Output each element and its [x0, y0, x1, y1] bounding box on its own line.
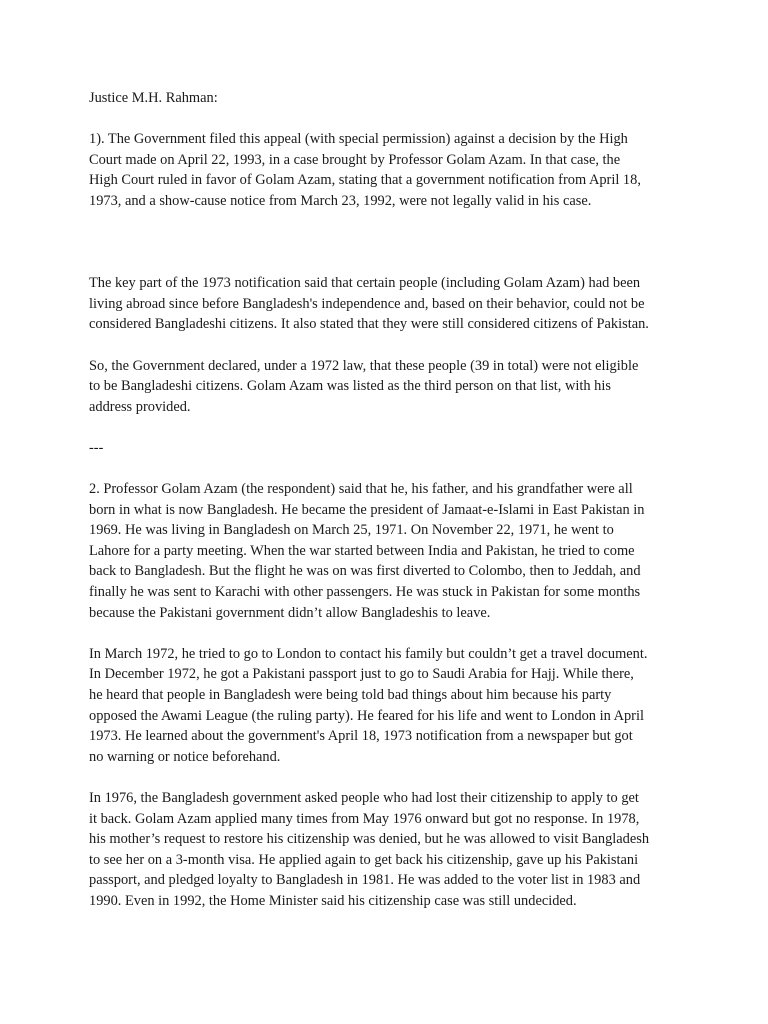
text-line: High Court ruled in favor of Golam Azam, stating that a government notification from April 18, — [89, 172, 641, 189]
text-line: he heard that people in Bangladesh were being told bad things about him because his party — [89, 687, 612, 704]
text-line: Court made on April 22, 1993, in a case brought by Professor Golam Azam. In that case, the — [89, 151, 621, 168]
text-line: In December 1972, he got a Pakistani passport just to go to Saudi Arabia for Hajj. While there, — [89, 666, 634, 683]
document-heading — [89, 88, 689, 109]
text-line: passport, and pledged loyalty to Bangladesh in 1981. He was added to the voter list in 1983 and — [89, 872, 641, 889]
paragraph-3 — [89, 356, 689, 418]
text-line: So, the Government declared, under a 1972 law, that these people (39 in total) were not eligible — [89, 357, 639, 374]
text-line: In 1976, the Bangladesh government asked people who had lost their citizenship to apply to get — [89, 790, 639, 806]
document-body — [89, 88, 689, 932]
paragraph-6 — [89, 788, 689, 912]
text-line: it back. Golam Azam applied many times from May 1976 onward but got no response. In 1978, — [89, 810, 640, 827]
text-line: Lahore for a party meeting. When the war started between India and Pakistan, he tried to come — [89, 542, 635, 559]
text-line: his mother’s request to restore his citizenship was denied, but he was allowed to visit Bangladesh — [89, 831, 650, 848]
text-line: to see her on a 3-month visa. He applied again to get back his citizenship, gave up his Pakistani — [89, 851, 639, 868]
text-line: because the Pakistani government didn’t allow Bangladeshis to leave. — [89, 604, 491, 621]
text-line: The key part of the 1973 notification said that certain people (including Golam Azam) had been — [89, 275, 641, 292]
text-line: 1990. Even in 1992, the Home Minister said his citizenship case was still undecided. — [89, 892, 577, 909]
blank-space — [89, 232, 689, 273]
text-line: 1). The Government filed this appeal (with special permission) against a decision by the High — [89, 131, 628, 148]
paragraph-5 — [89, 644, 689, 768]
text-line: In March 1972, he tried to go to London to contact his family but couldn’t get a travel document. — [89, 645, 648, 662]
separator — [89, 438, 689, 459]
text-line: Justice M.H. Rahman: — [89, 90, 218, 106]
text-line: 2. Professor Golam Azam (the respondent) said that he, his father, and his grandfather were all — [89, 481, 633, 498]
text-line: no warning or notice beforehand. — [89, 748, 281, 765]
separator-text: --- — [89, 439, 104, 456]
text-line: to be Bangladeshi citizens. Golam Azam was listed as the third person on that list, with his — [89, 378, 611, 395]
text-line: back to Bangladesh. But the flight he was on was first diverted to Colombo, then to Jeddah, and — [89, 563, 641, 580]
text-line: considered Bangladeshi citizens. It also stated that they were still considered citizens of Pakistan. — [89, 316, 649, 333]
text-line: born in what is now Bangladesh. He became the president of Jamaat-e-Islami in East Pakistan in — [89, 501, 645, 518]
paragraph-4 — [89, 479, 689, 623]
text-line: address provided. — [89, 398, 191, 415]
text-line: finally he was sent to Karachi with other passengers. He was stuck in Pakistan for some months — [89, 584, 641, 601]
text-line: 1973. He learned about the government's April 18, 1973 notification from a newspaper but got — [89, 728, 633, 745]
paragraph-1 — [89, 129, 689, 211]
text-line: 1973, and a show-cause notice from March 23, 1992, were not legally valid in his case. — [89, 192, 592, 209]
text-line: living abroad since before Bangladesh's independence and, based on their behavior, could not be — [89, 295, 645, 312]
text-line: 1969. He was living in Bangladesh on March 25, 1971. On November 22, 1971, he went to — [89, 522, 614, 539]
paragraph-2 — [89, 273, 689, 335]
text-line: opposed the Awami League (the ruling party). He feared for his life and went to London in April — [89, 707, 644, 724]
